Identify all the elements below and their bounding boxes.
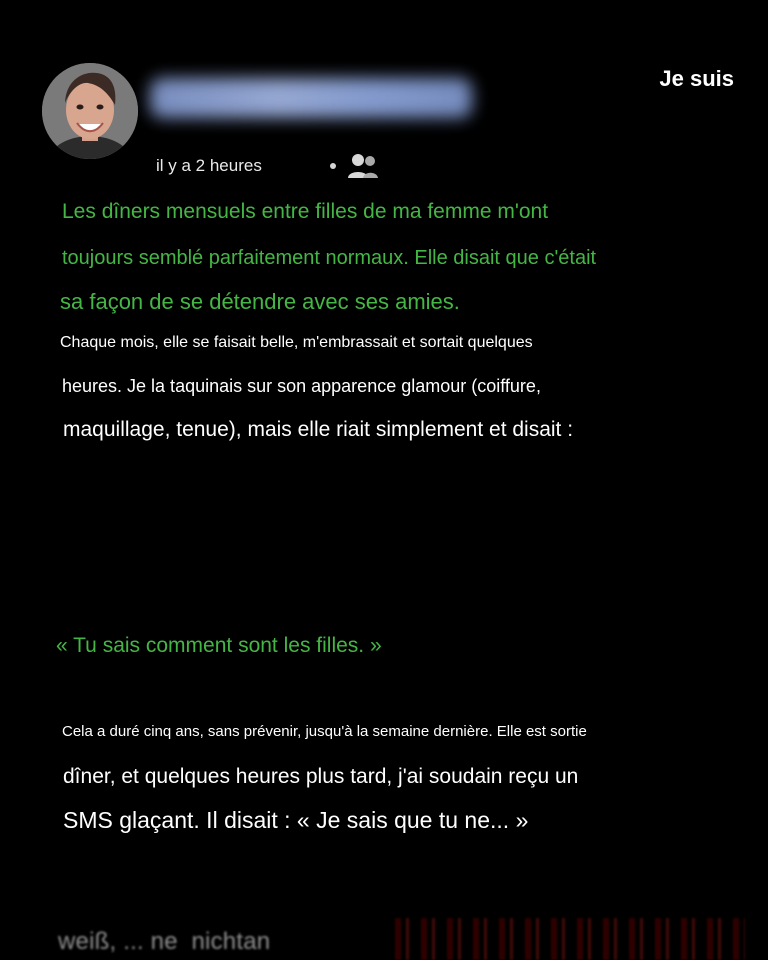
post-line-8: dîner, et quelques heures plus tard, j'ai soudain reçu un: [63, 765, 579, 788]
faded-bottom-text: weiß, ... ne nichtan: [58, 928, 271, 955]
quote-line: « Tu sais comment sont les filles. »: [56, 634, 382, 657]
post-meta: [156, 151, 380, 181]
bottom-noise-overlay: [395, 918, 745, 960]
people-icon[interactable]: [346, 151, 380, 181]
post-line-9: SMS glaçant. Il disait : « Je sais que tu ne... »: [63, 807, 529, 833]
post-line-6: maquillage, tenue), mais elle riait simplement et disait :: [63, 418, 574, 441]
post-line-2: toujours semblé parfaitement normaux. Elle disait que c'était: [62, 247, 597, 269]
post-line-5: heures. Je la taquinais sur son apparence glamour (coiffure,: [62, 376, 541, 396]
blurred-username[interactable]: [150, 78, 472, 118]
post-line-7: Cela a duré cinq ans, sans prévenir, jusqu'à la semaine dernière. Elle est sortie: [62, 723, 587, 740]
post-timestamp: il y a 2 heures: [156, 156, 262, 175]
profile-avatar[interactable]: [42, 63, 138, 159]
header-right-text: Je suis: [659, 66, 734, 91]
post-line-3: sa façon de se détendre avec ses amies.: [60, 289, 460, 314]
person-photo-icon: [42, 63, 138, 159]
separator-dot: [330, 163, 336, 169]
post-line-4: Chaque mois, elle se faisait belle, m'embrassait et sortait quelques: [60, 334, 533, 351]
post-line-1: Les dîners mensuels entre filles de ma femme m'ont: [62, 200, 549, 223]
